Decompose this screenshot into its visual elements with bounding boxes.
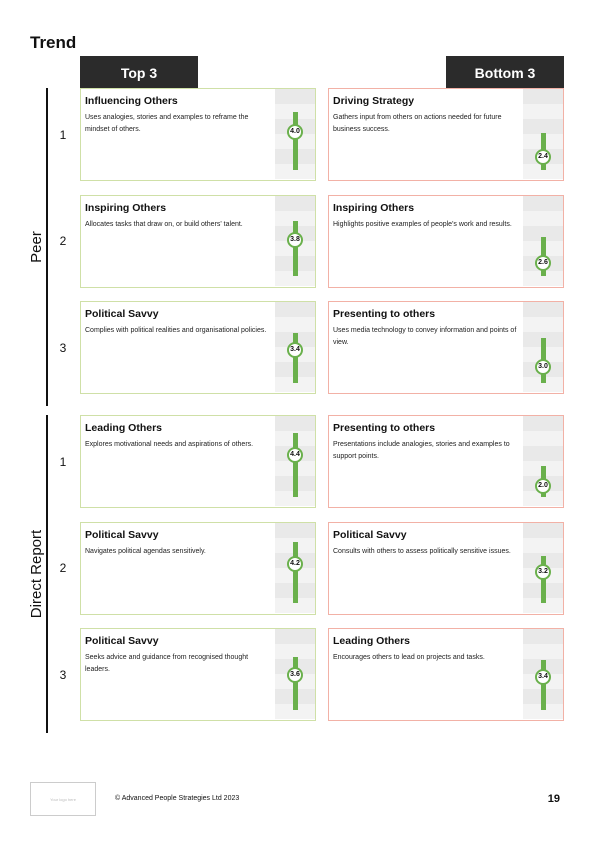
competency-title: Presenting to others (333, 308, 436, 320)
row-number: 2 (59, 234, 67, 248)
score-badge: 2.6 (535, 255, 551, 271)
bottom-3-header (446, 56, 564, 90)
score-badge: 2.4 (535, 149, 551, 165)
top-3-header-label: Top 3 (120, 65, 158, 81)
score-badge: 4.0 (287, 124, 303, 140)
competency-description: Allocates tasks that draw on, or build others' talent. (85, 220, 243, 228)
score-band (523, 302, 563, 317)
score-band (275, 317, 315, 332)
score-band (275, 416, 315, 431)
competency-description: Seeks advice and guidance from recognised thought leaders. (85, 654, 249, 673)
score-band (523, 644, 563, 659)
competency-description: Uses analogies, stories and examples to reframe the mindset of others. (85, 114, 249, 133)
score-bar (293, 542, 298, 603)
score-band (523, 416, 563, 431)
score-band (275, 196, 315, 211)
group-label: Peer (28, 231, 45, 263)
score-band (523, 431, 563, 446)
score-strip (275, 302, 315, 393)
score-band (523, 317, 563, 332)
score-badge: 2.0 (535, 478, 551, 494)
score-badge: 3.2 (535, 564, 551, 580)
score-band (523, 104, 563, 119)
score-badge: 3.0 (535, 359, 551, 375)
competency-title: Political Savvy (85, 308, 159, 320)
score-badge: 3.8 (287, 232, 303, 248)
competency-description: Highlights positive examples of people's work and results. (333, 220, 512, 228)
page-title: Trend (30, 33, 77, 52)
copyright-text: © Advanced People Strategies Ltd 2023 (115, 795, 240, 802)
score-strip (275, 629, 315, 720)
top-competency-card (80, 628, 316, 721)
score-strip (523, 302, 563, 393)
score-strip (523, 523, 563, 614)
score-band (275, 89, 315, 104)
competency-description: Consults with others to assess politically sensitive issues. (333, 547, 511, 555)
bottom-competency-card (328, 195, 564, 288)
bottom-competency-card (328, 301, 564, 394)
group-label: Direct Report (28, 529, 45, 619)
competency-description: Navigates political agendas sensitively. (85, 547, 206, 555)
score-strip (523, 89, 563, 180)
score-bar (293, 221, 298, 277)
top-competency-card (80, 522, 316, 615)
score-band (275, 523, 315, 538)
score-badge: 3.4 (287, 342, 303, 358)
competency-title: Inspiring Others (333, 201, 415, 214)
competency-description: Complies with political realities and organisational policies. (85, 327, 267, 334)
top-competency-card (80, 301, 316, 394)
row-number: 1 (59, 454, 67, 469)
top-competency-card (80, 195, 316, 288)
score-strip (523, 629, 563, 720)
score-band (523, 89, 563, 104)
competency-title: Driving Strategy (333, 95, 415, 107)
competency-title: Presenting to others (333, 422, 436, 434)
score-band (275, 302, 315, 317)
score-band (523, 538, 563, 553)
score-bar (293, 657, 298, 710)
top-competency-card (80, 415, 316, 508)
competency-title: Leading Others (333, 635, 411, 647)
row-number: 3 (59, 667, 67, 682)
score-strip (275, 523, 315, 614)
competency-description: Uses media technology to convey information and points of view. (333, 327, 517, 346)
competency-title: Political Savvy (333, 528, 407, 541)
row-number: 2 (59, 561, 67, 575)
score-bar (293, 112, 298, 171)
top-3-header (80, 56, 198, 90)
competency-title: Influencing Others (85, 95, 178, 107)
score-band (523, 523, 563, 538)
score-strip (275, 416, 315, 507)
score-strip (523, 196, 563, 287)
competency-title: Inspiring Others (85, 201, 167, 214)
bottom-competency-card (328, 522, 564, 615)
competency-description: Encourages others to lead on projects and tasks. (333, 654, 485, 661)
score-band (523, 196, 563, 211)
bottom-3-header-label: Bottom 3 (474, 65, 536, 81)
score-band (523, 629, 563, 644)
competency-description: Gathers input from others on actions needed for future business success. (333, 114, 502, 133)
row-number: 1 (59, 127, 67, 142)
bottom-competency-card (328, 415, 564, 508)
page-number: 19 (547, 793, 560, 805)
row-number: 3 (59, 340, 67, 355)
score-badge: 4.2 (287, 556, 303, 572)
competency-description: Explores motivational needs and aspirations of others. (85, 441, 254, 448)
score-badge: 3.4 (535, 669, 551, 685)
score-badge: 4.4 (287, 447, 303, 463)
competency-title: Political Savvy (85, 528, 159, 541)
bottom-competency-card (328, 88, 564, 181)
score-band (523, 119, 563, 134)
score-strip (275, 89, 315, 180)
competency-title: Political Savvy (85, 635, 159, 647)
competency-title: Leading Others (85, 422, 163, 434)
score-badge: 3.6 (287, 667, 303, 683)
bottom-competency-card (328, 628, 564, 721)
score-strip (523, 416, 563, 507)
top-competency-card (80, 88, 316, 181)
score-strip (275, 196, 315, 287)
score-band (523, 446, 563, 461)
score-band (523, 211, 563, 226)
score-bar (293, 433, 298, 497)
competency-description: Presentations include analogies, stories and examples to support points. (333, 441, 510, 460)
score-band (275, 629, 315, 644)
footer-logo-placeholder: Your logo here (30, 782, 96, 816)
